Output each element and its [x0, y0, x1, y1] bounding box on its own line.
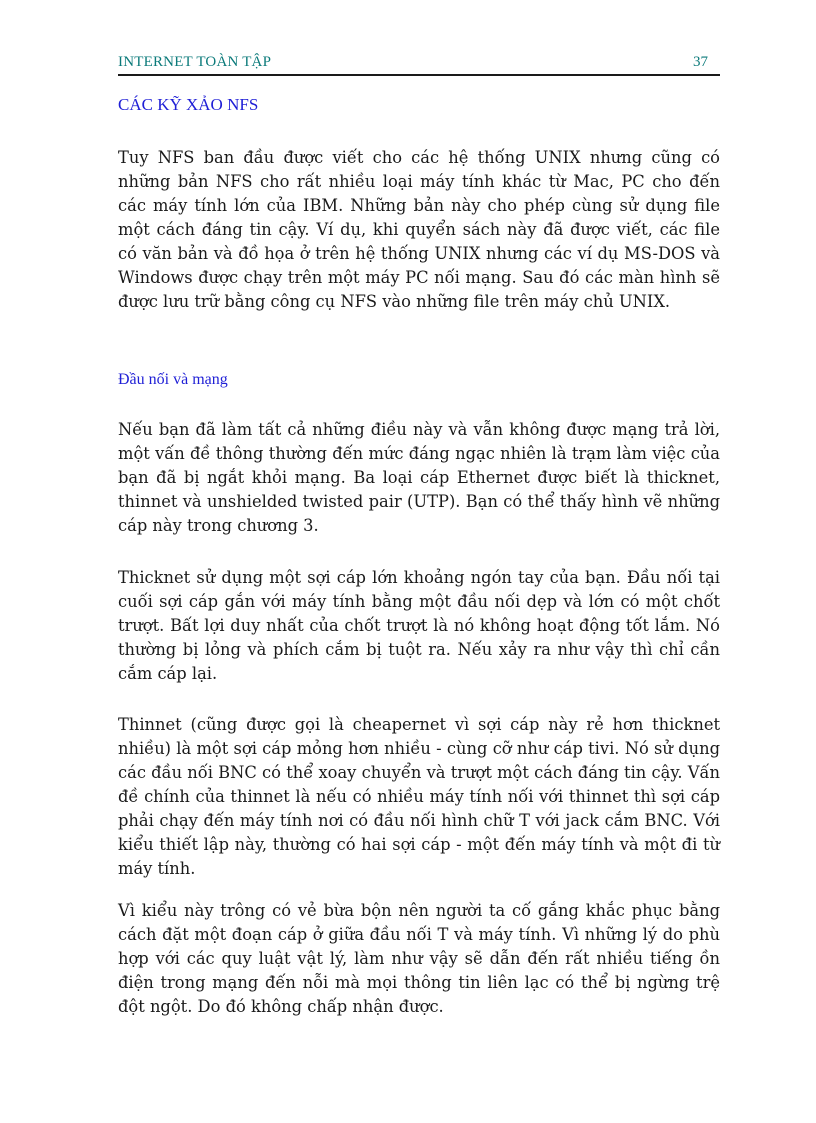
header-title: INTERNET TOÀN TẬP	[118, 54, 272, 70]
paragraph-thinnet: Thinnet (cũng được gọi là cheapernet vì sợi cáp này rẻ hơn thicknet nhiều) là một sợi cáp mỏng hơn nhiều - cùng cỡ như cáp tivi. Nó sử dụng các đầu nối BNC có thể xoay chuyển và trượt một cách đáng tin cậy. Vấn đề chính của thinnet là nếu có nhiều máy tính nối với thinnet thì sợi cáp phải chạy đến máy tính nơi có đầu nối hình chữ T với jack cắm BNC. Với kiểu thiết lập này, thường có hai sợi cáp - một đến máy tính và một đi từ máy tính.	[118, 715, 720, 878]
paragraph-disconnected: Nếu bạn đã làm tất cả những điều này và vẫn không được mạng trả lời, một vấn đề thông thường đến mức đáng ngạc nhiên là trạm làm việc của bạn đã bị ngắt khỏi mạng. Ba loại cáp Ethernet được biết là thicknet, thinnet và unshielded twisted pair (UTP). Bạn có thể thấy hình vẽ những cáp này trong chương 3.	[118, 420, 720, 535]
page-number: 37	[693, 54, 708, 70]
subsection-title: Đầu nối và mạng	[118, 371, 228, 388]
section-title: CÁC KỸ XẢO NFS	[118, 95, 259, 114]
paragraph-nfs-intro: Tuy NFS ban đầu được viết cho các hệ thống UNIX nhưng cũng có những bản NFS cho rất nhiều loại máy tính khác từ Mac, PC cho đến các máy tính lớn của IBM. Những bản này cho phép cùng sử dụng file một cách đáng tin cậy. Ví dụ, khi quyển sách này đã được viết, các file có văn bản và đồ họa ở trên hệ thống UNIX nhưng các ví dụ MS-DOS và Windows được chạy trên một máy PC nối mạng. Sau đó các màn hình sẽ được lưu trữ bằng công cụ NFS vào những file trên máy chủ UNIX.	[118, 148, 720, 311]
document-page	[118, 0, 720, 1123]
running-header	[118, 52, 720, 76]
paragraph-thicknet: Thicknet sử dụng một sợi cáp lớn khoảng ngón tay của bạn. Đầu nối tại cuối sợi cáp gắn với máy tính bằng một đầu nối dẹp và lớn có một chốt trượt. Bất lợi duy nhất của chốt trượt là nó không hoạt động tốt lắm. Nó thường bị lỏng và phích cắm bị tuột ra. Nếu xảy ra như vậy thì chỉ cần cắm cáp lại.	[118, 568, 720, 683]
paragraph-noise: Vì kiểu này trông có vẻ bừa bộn nên người ta cố gắng khắc phục bằng cách đặt một đoạn cáp ở giữa đầu nối T và máy tính. Vì những lý do phù hợp với các quy luật vật lý, làm như vậy sẽ dẫn đến rất nhiều tiếng ồn điện trong mạng đến nỗi mà mọi thông tin liên lạc có thể bị ngừng trệ đột ngột. Do đó không chấp nhận được.	[118, 901, 720, 1016]
